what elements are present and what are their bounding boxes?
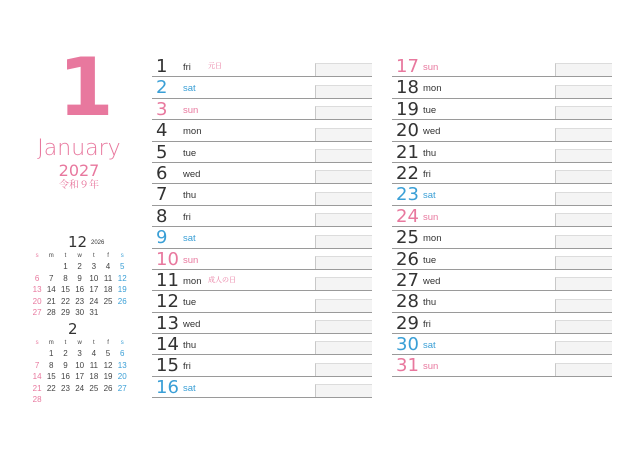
day-row[interactable] [152, 227, 372, 248]
day-row[interactable] [152, 270, 372, 291]
day-row[interactable] [392, 99, 612, 120]
day-number: 16 [156, 376, 179, 398]
day-of-week: tue [423, 104, 437, 116]
day-number: 28 [396, 291, 419, 313]
mini-weekday-header: t [93, 340, 95, 346]
mini-calendar-title [30, 320, 130, 338]
mini-day-cell: 27 [32, 308, 42, 317]
day-number: 6 [156, 162, 168, 184]
mini-day-cell: 26 [103, 383, 113, 393]
era-label: 令和９年 [59, 180, 99, 191]
day-row[interactable] [152, 56, 372, 77]
day-number: 9 [156, 227, 168, 249]
day-number: 4 [156, 120, 168, 142]
mini-day-cell: 8 [63, 273, 68, 283]
day-row[interactable] [392, 334, 612, 355]
mini-day-cell: 20 [32, 296, 42, 306]
day-number: 26 [396, 248, 419, 270]
day-number: 20 [396, 120, 419, 142]
mini-day-cell: 6 [119, 349, 125, 358]
mini-calendar-title [30, 233, 130, 251]
day-of-week: sat [183, 382, 196, 394]
mini-day-cell: 11 [103, 273, 113, 283]
mini-calendar-grid [30, 339, 130, 406]
mini-day-cell: 5 [119, 262, 125, 271]
day-number: 21 [396, 141, 419, 163]
day-row[interactable] [152, 99, 372, 120]
mini-weekday-header: t [93, 253, 95, 259]
day-number: 24 [396, 205, 419, 227]
day-row[interactable] [392, 291, 612, 312]
day-row[interactable] [152, 77, 372, 98]
day-of-week: tue [183, 297, 197, 309]
day-of-week: mon [423, 83, 442, 95]
day-number: 19 [396, 98, 419, 120]
mini-day-cell [44, 394, 58, 406]
day-row[interactable] [392, 270, 612, 291]
mini-day-cell: 25 [89, 383, 99, 393]
mini-calendar-prev [30, 233, 130, 319]
day-number: 8 [156, 205, 168, 227]
day-number: 18 [396, 77, 419, 99]
day-of-week: sun [183, 254, 199, 266]
day-row[interactable] [152, 206, 372, 227]
mini-day-cell: 27 [117, 383, 127, 393]
mini-day-cell: 23 [61, 383, 70, 393]
month-name: January [37, 136, 121, 161]
mini-month-label: 2 [68, 320, 78, 338]
day-number: 31 [396, 355, 419, 377]
mini-day-cell: 1 [49, 349, 54, 358]
month-header-panel [0, 0, 150, 458]
day-column-2 [392, 56, 612, 377]
mini-day-cell [44, 261, 58, 273]
mini-day-cell: 1 [63, 262, 68, 271]
mini-day-cell: 5 [105, 349, 111, 358]
mini-day-cell: 25 [103, 296, 113, 306]
day-of-week: wed [183, 318, 201, 330]
mini-day-cell [73, 394, 87, 406]
mini-day-cell: 24 [75, 383, 85, 393]
day-number: 12 [156, 291, 179, 313]
mini-day-cell: 9 [77, 273, 82, 283]
day-number: 29 [396, 312, 419, 334]
day-of-week: thu [183, 190, 197, 202]
mini-day-cell: 16 [61, 372, 70, 381]
mini-calendar-next [30, 320, 130, 406]
mini-day-cell: 6 [34, 273, 40, 283]
mini-day-cell: 12 [117, 273, 127, 283]
mini-calendar-grid [30, 252, 130, 319]
day-number: 2 [156, 77, 168, 99]
mini-day-cell: 3 [91, 262, 97, 271]
day-row[interactable] [392, 355, 612, 376]
mini-day-cell: 17 [75, 372, 85, 381]
day-of-week: fri [423, 168, 431, 180]
mini-day-cell: 7 [49, 273, 54, 283]
mini-day-cell: 26 [117, 296, 127, 306]
day-number: 10 [156, 248, 179, 270]
day-row[interactable] [392, 227, 612, 248]
mini-day-cell: 4 [105, 262, 111, 271]
mini-day-cell: 10 [89, 273, 99, 283]
day-of-week: sun [423, 211, 439, 223]
mini-day-cell: 29 [61, 308, 70, 317]
mini-day-cell: 23 [75, 296, 85, 306]
mini-day-cell: 10 [75, 360, 85, 370]
mini-day-cell: 7 [34, 360, 40, 370]
day-of-week: sat [423, 190, 436, 202]
mini-day-cell: 28 [32, 395, 42, 404]
mini-year-label: 2026 [91, 240, 105, 246]
mini-day-cell: 21 [32, 383, 42, 393]
mini-day-cell: 31 [89, 308, 99, 317]
day-of-week: wed [183, 168, 201, 180]
mini-weekday-header: s [35, 253, 39, 259]
day-of-week: wed [423, 275, 441, 287]
day-number: 14 [156, 334, 179, 356]
mini-day-cell: 17 [89, 285, 99, 294]
day-number: 1 [156, 56, 168, 77]
day-of-week: fri [183, 62, 191, 73]
mini-day-cell [58, 394, 72, 406]
day-of-week: fri [423, 318, 431, 330]
day-row[interactable] [152, 163, 372, 184]
day-row[interactable] [152, 377, 372, 398]
day-row[interactable] [152, 120, 372, 141]
day-of-week: sat [423, 340, 436, 352]
mini-weekday-header: m [48, 253, 54, 259]
mini-day-cell: 20 [117, 372, 127, 381]
mini-weekday-header: s [120, 253, 124, 259]
day-row[interactable] [392, 206, 612, 227]
day-row[interactable] [392, 142, 612, 163]
mini-day-cell: 19 [117, 285, 127, 294]
mini-day-cell: 18 [89, 372, 99, 381]
mini-day-cell [101, 307, 115, 319]
mini-day-cell: 15 [46, 372, 56, 381]
day-row[interactable] [152, 313, 372, 334]
mini-day-cell: 15 [61, 285, 70, 294]
year-label: 2027 [58, 161, 100, 180]
day-row[interactable] [392, 120, 612, 141]
day-number: 15 [156, 355, 179, 377]
day-of-week: wed [423, 126, 441, 138]
mini-day-cell: 2 [77, 262, 82, 271]
day-number: 13 [156, 312, 179, 334]
mini-day-cell: 16 [75, 285, 85, 294]
mini-weekday-header: m [48, 340, 54, 346]
mini-day-cell [115, 307, 129, 319]
day-number: 7 [156, 184, 168, 206]
mini-weekday-header: w [77, 253, 82, 259]
mini-weekday-header: f [107, 253, 109, 259]
mini-day-cell: 24 [89, 296, 99, 306]
mini-weekday-header: s [120, 340, 124, 346]
day-row[interactable] [152, 355, 372, 376]
day-number: 17 [396, 56, 419, 77]
holiday-label: 成人の日 [208, 276, 236, 284]
mini-day-cell: 12 [103, 360, 113, 370]
day-of-week: sat [183, 83, 196, 95]
day-number: 22 [396, 162, 419, 184]
mini-day-cell [101, 394, 115, 406]
day-of-week: tue [423, 254, 437, 266]
mini-day-cell [115, 394, 129, 406]
day-of-week: sun [183, 104, 199, 116]
day-number: 5 [156, 141, 168, 163]
mini-day-cell: 30 [75, 308, 85, 317]
day-of-week: sun [423, 62, 439, 73]
mini-day-cell: 22 [61, 296, 70, 306]
day-row[interactable] [392, 313, 612, 334]
day-row[interactable] [152, 184, 372, 205]
day-number: 3 [156, 98, 168, 120]
day-of-week: mon [183, 275, 202, 287]
day-row[interactable] [152, 249, 372, 270]
day-number: 30 [396, 334, 419, 356]
mini-day-cell: 2 [63, 349, 68, 358]
big-month-number: 1 [58, 41, 114, 134]
day-number: 11 [156, 269, 179, 291]
day-column-1 [152, 56, 372, 398]
mini-day-cell [30, 348, 44, 360]
day-number: 23 [396, 184, 419, 206]
day-row[interactable] [392, 77, 612, 98]
mini-day-cell: 9 [63, 360, 68, 370]
day-of-week: mon [183, 126, 202, 138]
mini-weekday-header: w [77, 340, 82, 346]
day-of-week: mon [423, 233, 442, 245]
mini-day-cell: 14 [46, 285, 56, 294]
mini-weekday-header: t [64, 340, 67, 346]
mini-day-cell: 13 [117, 360, 127, 370]
day-of-week: thu [423, 297, 437, 309]
mini-day-cell: 13 [32, 285, 42, 294]
mini-day-cell: 4 [91, 349, 97, 358]
mini-day-cell: 11 [89, 360, 98, 370]
mini-day-cell: 18 [103, 285, 113, 294]
mini-day-cell: 22 [46, 383, 56, 393]
mini-day-cell [87, 394, 101, 406]
mini-day-cell: 14 [32, 372, 42, 381]
mini-weekday-header: t [64, 253, 67, 259]
day-of-week: fri [183, 211, 191, 223]
day-of-week: thu [423, 147, 437, 159]
mini-weekday-header: s [35, 340, 39, 346]
day-number: 25 [396, 227, 419, 249]
day-row[interactable] [392, 56, 612, 77]
day-row[interactable] [152, 334, 372, 355]
day-row[interactable] [392, 184, 612, 205]
mini-day-cell: 21 [46, 296, 56, 306]
day-row[interactable] [152, 142, 372, 163]
holiday-label: 元日 [208, 63, 222, 70]
day-row[interactable] [392, 163, 612, 184]
mini-day-cell: 28 [46, 308, 56, 317]
mini-weekday-header: f [107, 340, 109, 346]
day-row[interactable] [392, 249, 612, 270]
day-of-week: tue [183, 147, 197, 159]
day-of-week: fri [183, 361, 191, 373]
day-row[interactable] [152, 291, 372, 312]
day-of-week: thu [183, 340, 197, 352]
mini-day-cell: 3 [77, 349, 82, 358]
day-number: 27 [396, 269, 419, 291]
day-of-week: sun [423, 361, 439, 373]
mini-month-label: 12 [68, 233, 88, 251]
mini-day-cell: 8 [49, 360, 54, 370]
day-of-week: sat [183, 233, 196, 245]
mini-day-cell [30, 261, 44, 273]
mini-day-cell: 19 [103, 372, 113, 381]
